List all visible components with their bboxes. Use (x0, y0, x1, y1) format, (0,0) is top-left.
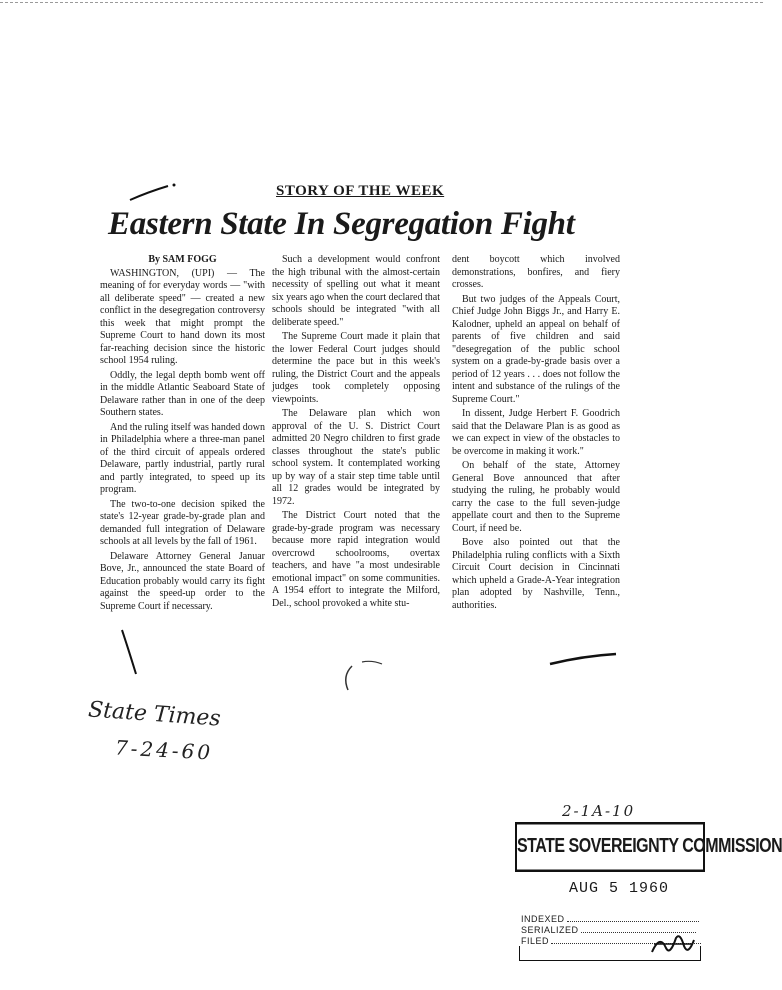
handwritten-date: 7-24-60 (114, 735, 214, 765)
paragraph: Bove also pointed out that the Philadelphia ruling conflicts with a Sixth Circuit Court decision in Cincinnati which upheld a Grade-A-Year integration plan adopted by Nashville, Tenn., authorities. (452, 537, 620, 611)
paragraph: Such a development would confront the high tribunal with the almost-certain necessity of spelling out what it meant six years ago when the court declared that schools should be integrated "with all deliberate speed." (272, 254, 440, 328)
paragraph: And the ruling itself was handed down in Philadelphia where a three-man panel of the third circuit of appeals ordered Delaware, partly industrial, partly rural and partly integrated, to speed up its program. (100, 421, 265, 495)
paragraph: WASHINGTON, (UPI) — The meaning of for everyday words — "with all deliberate speed" — created a new conflict in the desegregation controversy this week that might prompt the Supreme Court to hand down its most far-reaching decision since the historic school 1954 ruling. (100, 267, 265, 366)
article-column-2 (272, 254, 440, 612)
paragraph: On behalf of the state, Attorney General Bove announced that after studying the ruling, he probably would carry the case to the full seven-judge appellate court and then to the Supreme Court, if need be. (452, 460, 620, 534)
handwritten-initials-icon (648, 930, 698, 960)
paragraph: The two-to-one decision spiked the state's 12-year grade-by-grade plan and demanded full integration of Delaware schools at all levels by the fall of 1961. (100, 498, 265, 547)
stamp-row-filed: FILED (521, 936, 701, 946)
stamp-row-indexed: INDEXED (521, 914, 701, 924)
pen-curve-icon (338, 658, 388, 698)
stamp-date: AUG 5 1960 (569, 880, 670, 897)
scan-top-edge (0, 2, 763, 3)
article-column-3 (452, 254, 620, 614)
paragraph: Oddly, the legal depth bomb went off in the middle Atlantic Seaboard State of Delaware rather than in one of the deep Southern states. (100, 369, 265, 418)
paragraph: dent boycott which involved demonstrations, bonfires, and fiery crosses. (452, 254, 620, 290)
paragraph: The Supreme Court made it plain that the lower Federal Court judges should determine the pace but in this week's ruling, the District Court and the appeals judges took completely opposing viewpoints. (272, 331, 440, 405)
paragraph: The District Court noted that the grade-by-grade program was necessary because more rapid integration would overcrowd schoolrooms, overtax teachers, and have "a most undesirable emotional impact" on some communities. A 1954 effort to integrate the Milford, Del., school provoked a white stu- (272, 510, 440, 609)
stamp-row-serialized: SERIALIZED (521, 925, 701, 935)
handwritten-paper-name: State Times (87, 697, 222, 732)
paragraph: The Delaware plan which won approval of the U. S. District Court admitted 20 Negro children to first grade classes throughout the state's public school system. It contemplated working up by way of a stair step time table until all 12 grades would be integrated by 1972. (272, 408, 440, 507)
pen-tick-icon (118, 628, 148, 678)
paragraph: In dissent, Judge Herbert F. Goodrich said that the Delaware Plan is as good as we can expect in view of the obstacles to be overcome in making it work." (452, 408, 620, 457)
article-byline: By SAM FOGG (148, 254, 217, 265)
file-code: 2-1A-10 (562, 802, 636, 820)
pen-underline-icon (548, 650, 618, 670)
paragraph: But two judges of the Appeals Court, Chief Judge John Biggs Jr., and Harry E. Kalodner, upheld an appeal on behalf of parents of five children and said "desegregation of the public school system on a grade-by-grade basis over a period of 12 years . . . does not follow the intent and substance of the rulings of the Supreme Court." (452, 293, 620, 405)
stamp-title: STATE SOVEREIGNTY COMMISSION (515, 822, 705, 872)
article-headline: Eastern State In Segregation Fight (108, 206, 575, 242)
article-kicker: STORY OF THE WEEK (276, 183, 445, 199)
paragraph: Delaware Attorney General Januar Bove, Jr., announced the state Board of Education probably would carry its fight against the speed-up order to the Supreme Court if necessary. (100, 550, 265, 612)
article-column-1 (100, 254, 265, 615)
